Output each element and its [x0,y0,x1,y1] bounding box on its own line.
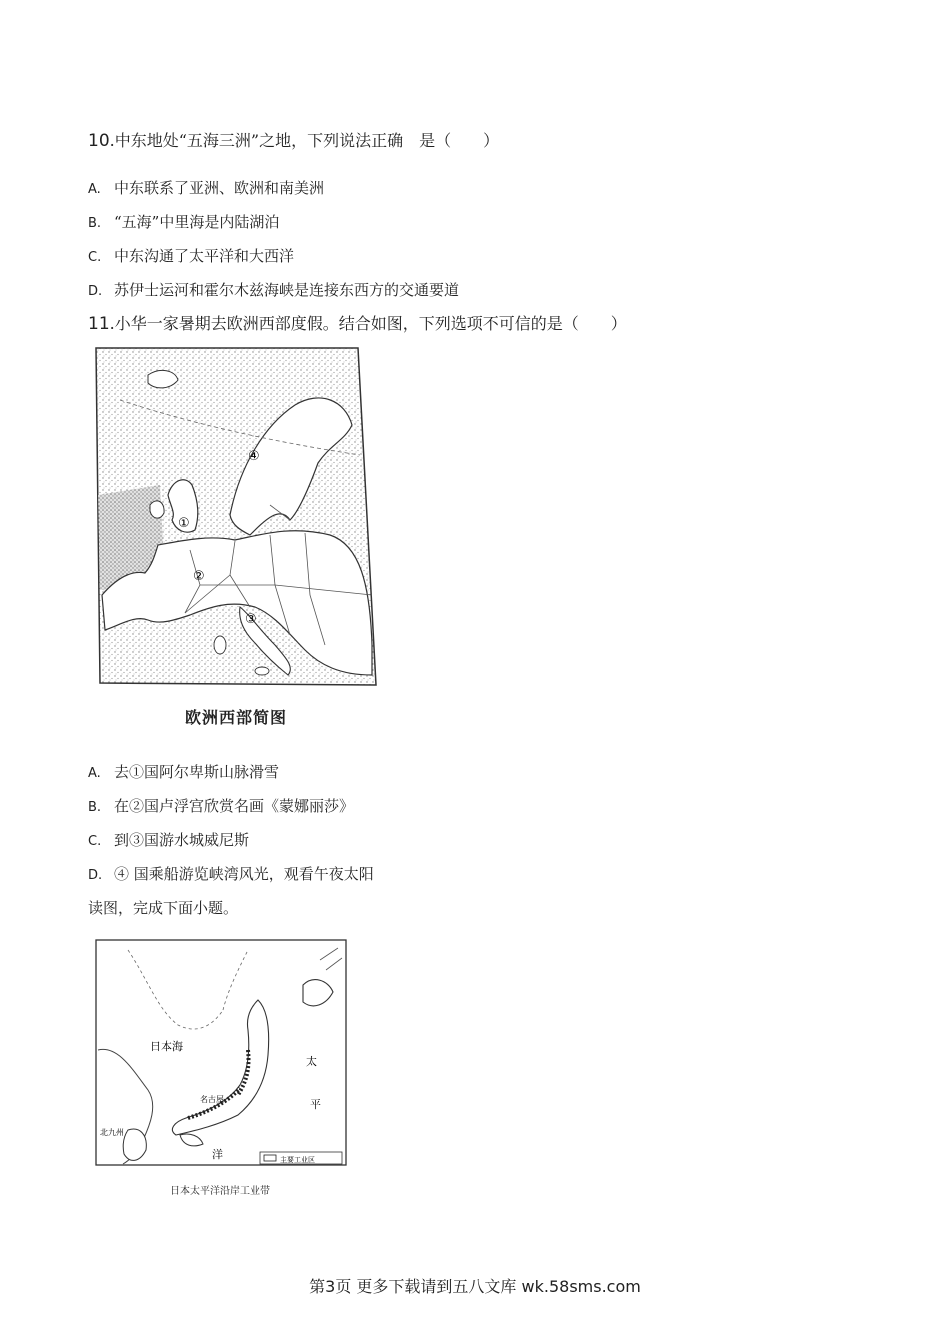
option-letter: A. [88,766,101,781]
japan-map-image [88,930,353,1180]
marker-1: ① [178,516,190,531]
city-label-nagoya: 名古屋 [200,1095,224,1104]
q10-option-d[interactable] [88,279,459,300]
question-number: 10 [88,131,110,151]
q11-option-b[interactable] [88,795,354,816]
japan-map-figure [88,930,353,1200]
option-letter: C. [88,250,102,265]
question-number: 11 [88,314,110,334]
option-letter: B. [88,800,102,815]
figure-caption: 日本太平洋沿岸工业带 [170,1186,270,1197]
footer-site-link[interactable]: wk.58sms.com [521,1277,641,1296]
option-text: 中东沟通了太平洋和大西洋 [114,247,295,265]
question-11-stem [88,311,627,334]
question-stem-text: .中东地处“五海三洲”之地，下列说法正确 是（ ） [109,131,500,150]
ocean-label-1: 太 [306,1055,317,1068]
marker-2: ② [193,569,205,584]
europe-map-figure [90,345,390,730]
option-text: 中东联系了亚洲、欧洲和南美洲 [114,179,325,197]
q10-option-c[interactable] [88,245,294,266]
sea-label: 日本海 [150,1040,183,1053]
option-letter: D. [88,868,103,883]
legend-label: 主要工业区 [280,1156,315,1164]
question-stem-text: .小华一家暑期去欧洲西部度假。结合如图，下列选项不可信的是（ ） [109,314,627,333]
option-letter: C. [88,834,102,849]
footer-page-suffix: 页 更多下载请到五八文库 [335,1277,517,1296]
option-letter: D. [88,284,103,299]
page-footer [0,1274,950,1297]
figure-caption: 欧洲西部简图 [185,708,288,727]
option-text: “五海”中里海是内陆湖泊 [114,213,280,231]
option-letter: B. [88,216,102,231]
option-text: 苏伊士运河和霍尔木兹海峡是连接东西方的交通要道 [114,281,460,299]
q11-option-a[interactable] [88,761,279,782]
city-label-kitakyushu: 北九州 [100,1128,124,1137]
option-text: 在②国卢浮宫欣赏名画《蒙娜丽莎》 [114,797,355,815]
question-10-stem [88,128,499,151]
q10-option-b[interactable] [88,211,279,232]
option-letter: A. [88,182,101,197]
reading-prompt: 读图，完成下面小题。 [88,899,239,917]
marker-4: ④ [248,449,260,464]
marker-3: ③ [245,612,257,627]
ocean-label-2: 平 [310,1098,321,1111]
option-text: 去①国阿尔卑斯山脉滑雪 [114,763,280,781]
option-text: ④ 国乘船游览峡湾风光，观看午夜太阳 [114,865,374,883]
q11-option-d[interactable] [88,863,374,884]
footer-page-prefix: 第 [309,1277,326,1296]
q11-option-c[interactable] [88,829,249,850]
q10-option-a[interactable] [88,177,324,198]
ocean-label-3: 洋 [212,1148,223,1161]
option-text: 到③国游水城威尼斯 [114,831,250,849]
footer-page-number: 3 [325,1277,336,1296]
europe-map-image [90,345,390,730]
